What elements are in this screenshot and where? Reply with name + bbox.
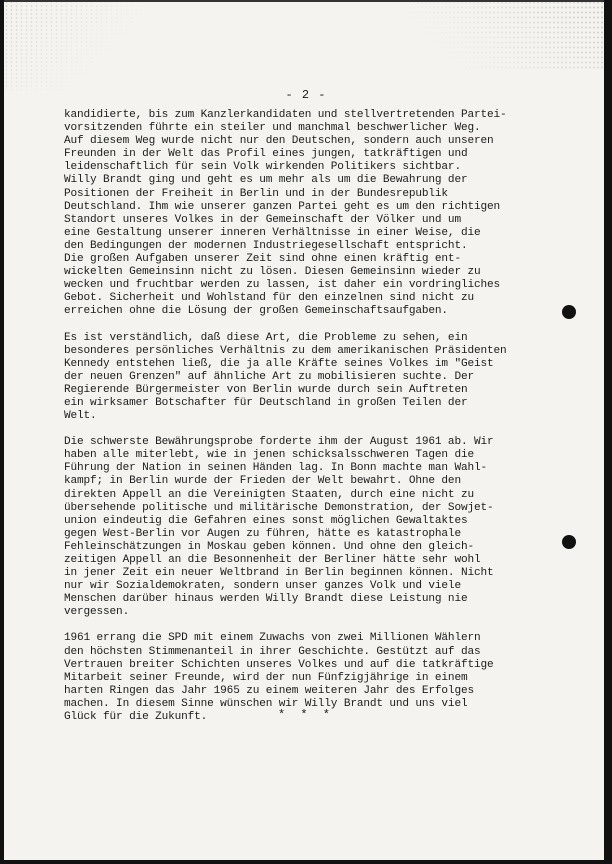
text-line: Es ist verständlich, daß diese Art, die Probleme zu sehen, ein [64,331,468,344]
text-line: kampf; in Berlin wurde der Frieden der Welt bewahrt. Ohne den [64,475,461,488]
text-line: eine Gestaltung unserer inneren Verhältnisse in einer Weise, die [64,226,481,239]
text-line: Positionen der Freiheit in Berlin und in der Bundesrepublik [64,187,448,200]
text-line: Deutschland. Ihm wie unserer ganzen Partei geht es um den richtigen [64,200,500,213]
text-line: in jener Zeit ein neuer Weltbrand in Berlin beginnen können. Nicht [64,567,494,580]
text-line: Mitarbeit seiner Freunde, wird der nun Fünfzigjährige in einem [64,671,468,684]
end-mark: * * * [277,708,334,722]
text-line: gegen West-Berlin vor Augen zu führen, hätte es katastrophale [64,527,461,540]
text-line: wickelten Gemeinsinn nicht zu lösen. Diesen Gemeinsinn wieder zu [64,266,481,279]
page-number: - 2 - [285,88,327,102]
text-line: Vertrauen breiter Schichten unseres Volkes und auf die tatkräftige [64,658,494,671]
text-line: Glück für die Zukunft. [64,711,208,724]
text-line: Kennedy entstehen ließ, die ja alle Kräfte seines Volkes im "Geist [64,357,494,370]
text-line: vorsitzenden führte ein steiler und manchmal beschwerlicher Weg. [64,122,481,135]
text-line: nur wir Sozialdemokraten, sondern unser ganzes Volk und viele [64,580,461,593]
text-line: Standort unseres Volkes in der Gemeinschaft der Völker und um [64,213,461,226]
text-line: Die schwerste Bewährungsprobe forderte ihm der August 1961 ab. Wir [64,436,494,449]
text-line: machen. In diesem Sinne wünschen wir Willy Brandt und uns viel [64,697,468,710]
text-line: Freunden in der Welt das Profil eines jungen, tatkräftigen und [64,148,468,161]
text-line: union eindeutig die Gefahren eines sonst möglichen Gewaltaktes [64,514,468,527]
text-line: Auf diesem Weg wurde nicht nur den Deutschen, sondern auch unseren [64,135,494,148]
text-line: direkten Appell an die Vereinigten Staaten, durch eine nicht zu [64,488,474,501]
text-line: wecken und fruchtbar werden zu lassen, ist daher ein vordringliches [64,279,500,292]
text-line: leidenschaftlich für sein Volk wirkenden Politikers sichtbar. [64,161,461,174]
text-line: Menschen darüber hinaus werden Willy Brandt diese Leistung nie [64,593,468,606]
paragraph [64,109,564,319]
text-line: Willy Brandt ging und geht es um mehr als um die Bewahrung der [64,174,468,187]
text-line: Fehleinschätzungen in Moskau geben können. Und ohne den gleich- [64,540,474,553]
scan-border-right [604,0,612,864]
scan-noise-top-right [384,0,604,70]
scan-border-left [0,0,4,864]
text-line: Gebot. Sicherheit und Wohlstand für den einzelnen sind nicht zu [64,292,474,305]
text-line: erreichen ohne die Lösung der großen Gemeinschaftsaufgaben. [64,305,448,318]
text-line: vergessen. [64,606,130,619]
text-line: Welt. [64,410,97,423]
text-line: ein wirksamer Botschafter für Deutschland in großen Teilen der [64,396,468,409]
text-line: den höchsten Stimmenanteil in ihrer Geschichte. Gestützt auf das [64,645,481,658]
scan-border-bottom [0,860,612,864]
text-line: 1961 errang die SPD mit einem Zuwachs von zwei Millionen Wählern [64,632,481,645]
text-line: der neuen Grenzen" auf ähnliche Art zu mobilisieren suchte. Der [64,370,474,383]
punch-hole [562,305,576,319]
text-line: besonderes persönliches Verhältnis zu dem amerikanischen Präsidenten [64,344,507,357]
paragraph [64,332,564,424]
text-line: zeitigen Appell an die Besonnenheit der Berliner hätte sehr wohl [64,554,481,566]
text-line: haben alle miterlebt, wie in jenen schicksalsschweren Tagen die [64,449,474,462]
text-line: den Bedingungen der modernen Industriegesellschaft entspricht. [64,239,468,252]
paragraph [64,436,564,619]
text-line: kandidierte, bis zum Kanzlerkandidaten und stellvertretenden Partei- [64,109,507,121]
scan-noise-top-left [4,0,144,90]
document-body [64,109,564,737]
text-line: harten Ringen das Jahr 1965 zu einem weiteren Jahr des Erfolges [64,684,474,697]
text-line: übersehende politische und militärische Demonstration, der Sowjet- [64,501,494,514]
punch-hole [562,535,576,549]
text-line: Führung der Nation in seinen Händen lag. In Bonn machte man Wahl- [64,462,487,475]
text-line: Die großen Aufgaben unserer Zeit sind ohne einen kräftig ent- [64,253,461,266]
text-line: Regierende Bürgermeister von Berlin wurde durch sein Auftreten [64,383,468,396]
